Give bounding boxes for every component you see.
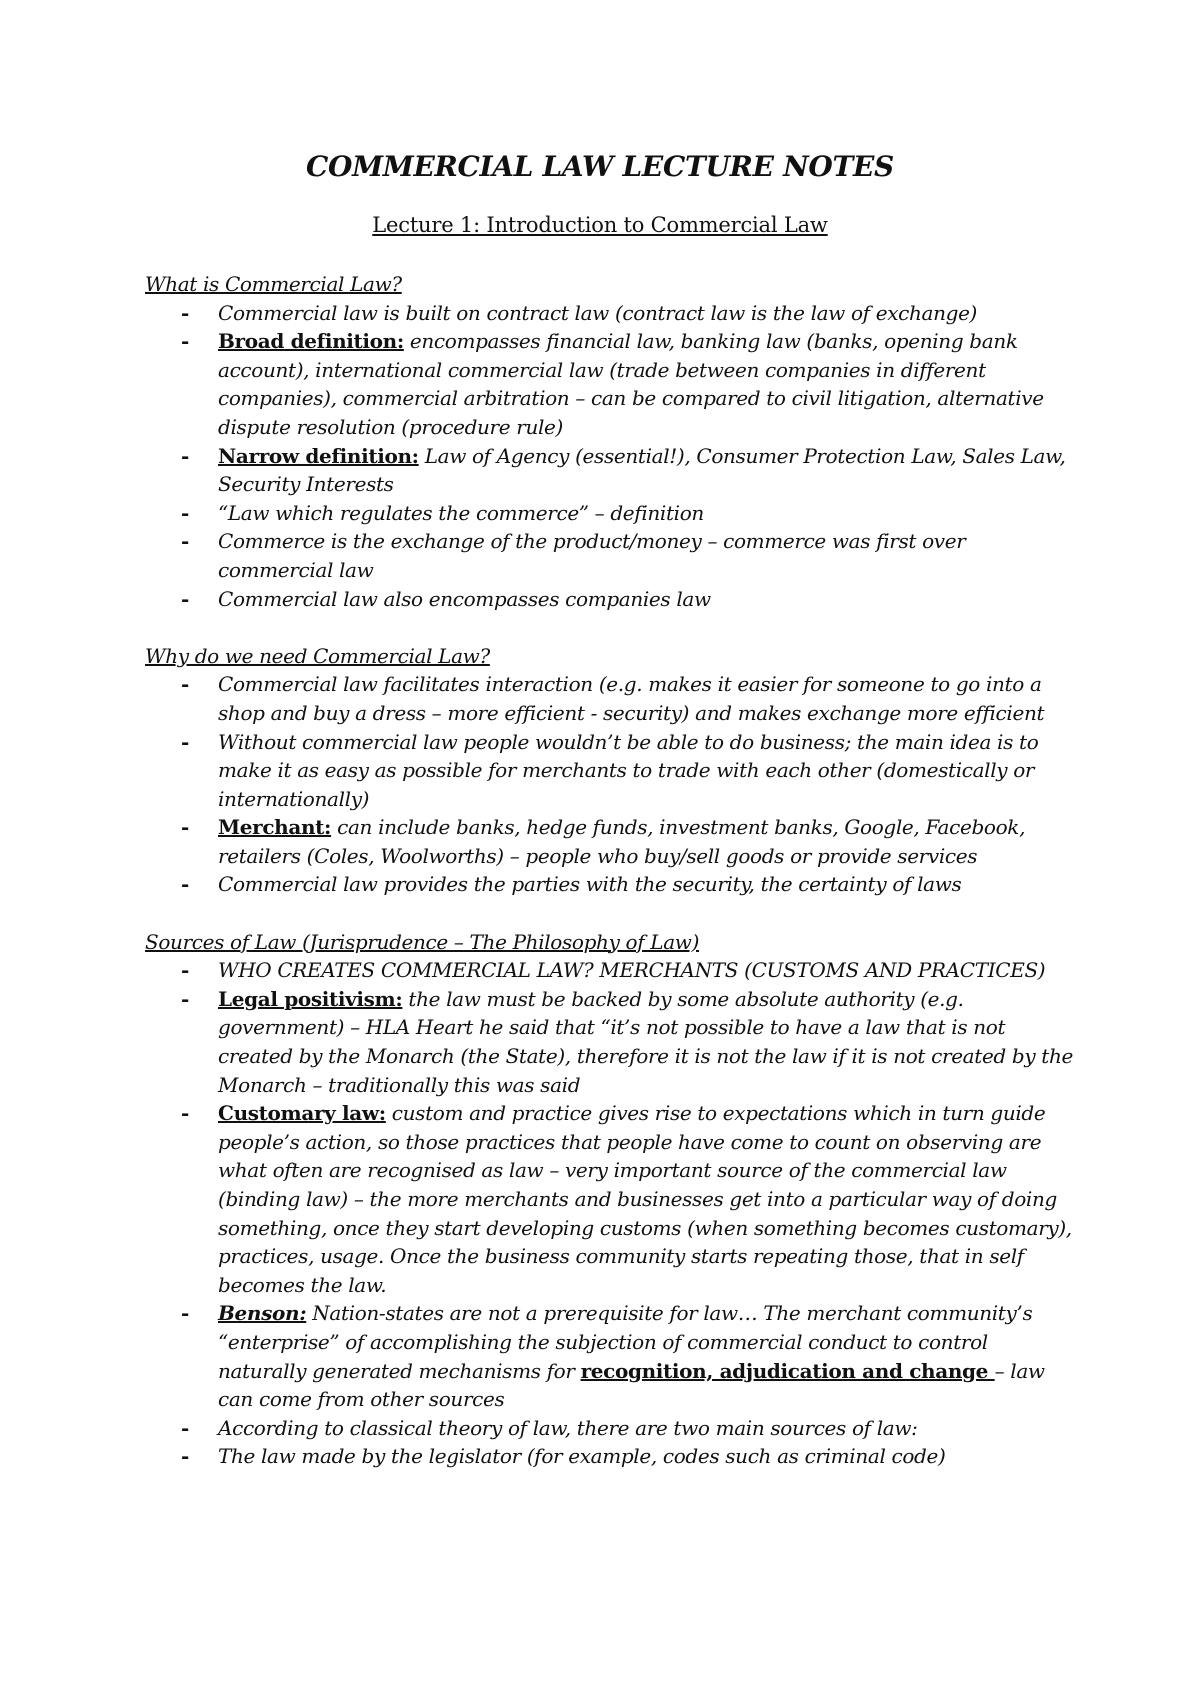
dash-bullet-icon: -: [181, 443, 189, 468]
bullet-item: [145, 1442, 1075, 1471]
dash-bullet-icon: -: [181, 958, 189, 983]
bullet-term: Benson:: [218, 1301, 307, 1326]
bullet-term: Merchant:: [218, 815, 332, 840]
section-heading: Why do we need Commercial Law?: [145, 643, 490, 668]
bullet-term: Legal positivism:: [218, 986, 403, 1011]
bullet-text: Nation-states are not a prerequisite for law… The merchant community’s “enterprise” of accomplishing the subjection of commercial conduct to control naturally generated mechanisms for: [218, 1301, 1033, 1383]
bullet-item: [145, 327, 1075, 441]
bullet-text: According to classical theory of law, there are two main sources of law:: [218, 1415, 918, 1440]
bullet-item: [145, 1099, 1075, 1299]
bullet-text: Law of Agency (essential!), Consumer Protection Law, Sales Law, Security Interests: [218, 443, 1066, 497]
dash-bullet-icon: -: [181, 500, 189, 525]
bullet-list: [145, 299, 1075, 614]
bullet-term: Narrow definition:: [218, 443, 419, 468]
bullet-item: [145, 299, 1075, 328]
bullet-list: [145, 956, 1075, 1471]
bullet-text-after: – law can come from other sources: [218, 1358, 1045, 1412]
bullet-text: The law made by the legislator (for example, codes such as criminal code): [218, 1444, 946, 1469]
bullet-text: encompasses financial law, banking law (banks, opening bank account), international commercial law (trade between companies in different companies), commercial arbitration – can be compared to civil litigation, alternative dispute resolution (procedure rule): [218, 329, 1044, 439]
bullet-text: Without commercial law people wouldn’t be able to do business; the main idea is to make it as easy as possible for merchants to trade with each other (domestically or internationally): [218, 729, 1039, 811]
bullet-item: [145, 813, 1075, 870]
bullet-item: [145, 585, 1075, 614]
dash-bullet-icon: -: [181, 872, 189, 897]
bullet-text: Commerce is the exchange of the product/money – commerce was first over commercial law: [218, 529, 966, 582]
bullet-item: [145, 985, 1075, 1099]
dash-bullet-icon: -: [181, 300, 189, 325]
dash-bullet-icon: -: [181, 815, 189, 840]
bullet-text: WHO CREATES COMMERCIAL LAW? MERCHANTS (CUSTOMS AND PRACTICES): [218, 958, 1046, 983]
dash-bullet-icon: -: [181, 729, 189, 754]
bullet-item: [145, 870, 1075, 899]
bullet-item: [145, 1299, 1075, 1413]
bullet-text: the law must be backed by some absolute authority (e.g. government) – HLA Heart he said that “it’s not possible to have a law that is not created by the Monarch (the State), therefore it is not the law if it is not created by the Monarch – traditionally this was said: [218, 986, 1073, 1097]
section: [145, 928, 1075, 1471]
section-heading: What is Commercial Law?: [145, 272, 402, 296]
dash-bullet-icon: -: [181, 529, 189, 554]
bullet-list: [145, 670, 1075, 899]
dash-bullet-icon: -: [181, 1101, 189, 1126]
bullet-text: custom and practice gives rise to expectations which in turn guide people’s action, so those practices that people have come to count on observing are what often are recognised as law – very important source of the commercial law (binding law) – the more merchants and businesses get into a particular way of doing something, once they start developing customs (when something becomes customary), practices, usage. Once the business community starts repeating those, that in self becomes the law.: [218, 1101, 1072, 1297]
bullet-text: can include banks, hedge funds, investment banks, Google, Facebook, retailers (Coles, Woolworths) – people who buy/sell goods or provide services: [218, 815, 1026, 868]
document-title: COMMERCIAL LAW LECTURE NOTES: [306, 150, 894, 183]
section-heading: Sources of Law (Jurisprudence – The Philosophy of Law): [145, 929, 700, 954]
document-subtitle: Lecture 1: Introduction to Commercial Law: [372, 213, 828, 237]
bullet-item: [145, 442, 1075, 499]
dash-bullet-icon: -: [181, 1301, 189, 1326]
bullet-item: [145, 956, 1075, 985]
section: [145, 270, 1075, 613]
bullet-term: Broad definition:: [218, 329, 404, 354]
section: [145, 642, 1075, 899]
dash-bullet-icon: -: [181, 1415, 189, 1440]
dash-bullet-icon: -: [181, 986, 189, 1011]
bullet-item: [145, 527, 1075, 584]
bullet-term: Customary law:: [218, 1101, 386, 1126]
dash-bullet-icon: -: [181, 1444, 189, 1469]
bullet-item: [145, 499, 1075, 528]
bullet-text: Commercial law provides the parties with the security, the certainty of laws: [218, 872, 962, 897]
bullet-item: [145, 728, 1075, 814]
bullet-text: “Law which regulates the commerce” – definition: [218, 500, 704, 525]
bullet-item: [145, 1414, 1075, 1443]
bullet-item: [145, 670, 1075, 727]
document-body: [145, 270, 1075, 1500]
dash-bullet-icon: -: [181, 586, 189, 611]
bullet-emphasis: recognition, adjudication and change: [580, 1358, 995, 1383]
bullet-text: Commercial law also encompasses companies law: [218, 586, 711, 611]
dash-bullet-icon: -: [181, 672, 189, 697]
dash-bullet-icon: -: [181, 329, 189, 354]
bullet-text: Commercial law is built on contract law (contract law is the law of exchange): [218, 300, 978, 325]
bullet-text: Commercial law facilitates interaction (e.g. makes it easier for someone to go into a shop and buy a dress – more efficient - security) and makes exchange more efficient: [218, 672, 1045, 725]
